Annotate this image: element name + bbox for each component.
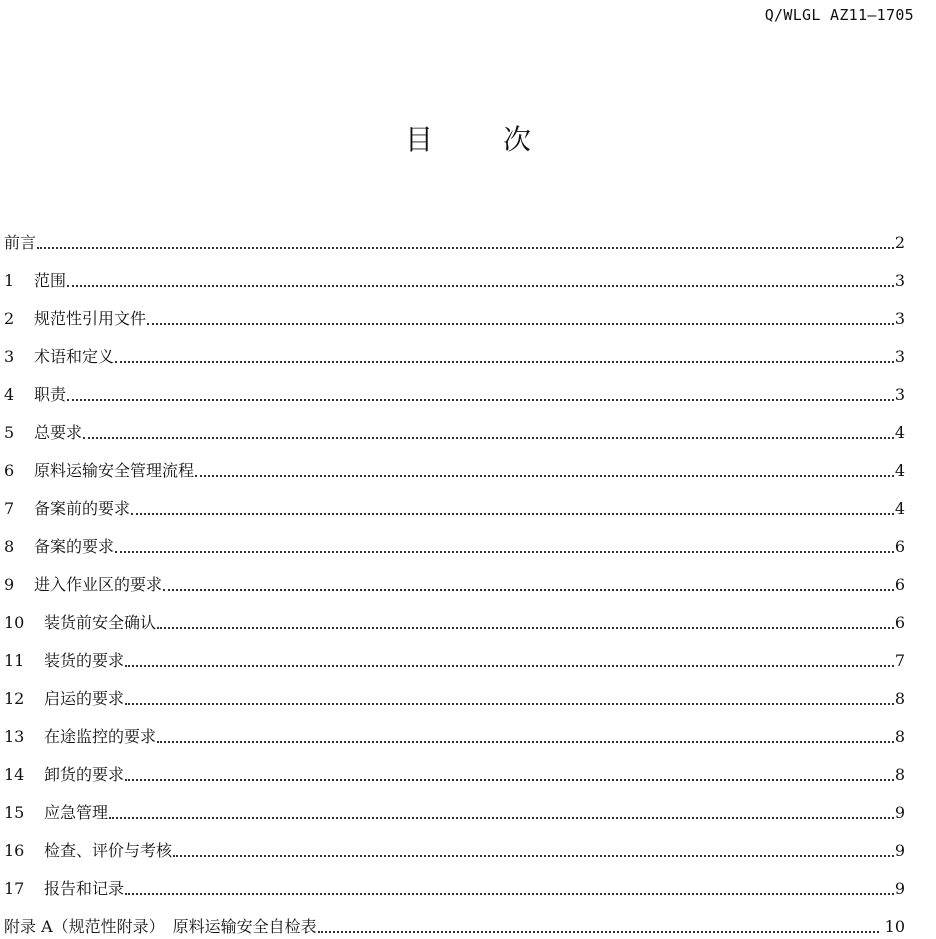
dot-leader (125, 779, 894, 781)
toc-entry-label: 术语和定义 (34, 347, 115, 366)
toc-entry-label: 应急管理 (44, 803, 109, 822)
toc-entry-label: 规范性引用文件 (34, 309, 147, 328)
title-char-2: 次 (503, 123, 532, 156)
toc-entry-page: 3 (894, 271, 905, 290)
toc-entry-label: 职责 (34, 385, 67, 404)
toc-entry-15[interactable] (4, 787, 905, 825)
toc-entry-appendix-a[interactable] (4, 901, 905, 939)
toc-entry-page: 4 (894, 499, 905, 518)
toc-entry-8[interactable] (4, 521, 905, 559)
dot-leader (37, 247, 894, 249)
toc-entry-number: 8 (4, 537, 15, 556)
toc-entry-7[interactable] (4, 483, 905, 521)
toc-entry-page: 6 (894, 613, 905, 632)
toc-entry-4[interactable] (4, 369, 905, 407)
toc-entry-label: 范围 (34, 271, 67, 290)
toc-entry-page: 8 (894, 727, 905, 746)
toc-entry-label: 前言 (4, 233, 37, 252)
dot-leader (131, 513, 894, 515)
toc-entry-12[interactable] (4, 673, 905, 711)
dot-leader (125, 665, 894, 667)
toc-entry-number: 10 (4, 613, 25, 632)
toc-entry-label: 总要求 (34, 423, 83, 442)
toc-entry-16[interactable] (4, 825, 905, 863)
toc-entry-label: 检查、评价与考核 (44, 841, 173, 860)
document-code: Q/WLGL AZ11—1705 (764, 6, 914, 24)
toc-entry-label: 备案前的要求 (34, 499, 131, 518)
toc-entry-14[interactable] (4, 749, 905, 787)
dot-leader (109, 817, 894, 819)
title-char-1: 目 (404, 123, 433, 156)
toc-entry-number: 12 (4, 689, 25, 708)
dot-leader (173, 855, 894, 857)
dot-leader (195, 475, 894, 477)
toc-entry-label: 在途监控的要求 (44, 727, 157, 746)
toc-entry-number: 16 (4, 841, 25, 860)
toc-entry-3[interactable] (4, 331, 905, 369)
toc-entry-page: 3 (894, 347, 905, 366)
toc-entry-page: 9 (894, 879, 905, 898)
toc-entry-label: 原料运输安全管理流程 (34, 461, 195, 480)
toc-entry-number: 7 (4, 499, 15, 518)
page-title (0, 118, 936, 158)
toc-entry-label: 装货前安全确认 (44, 613, 157, 632)
toc-entry-5[interactable] (4, 407, 905, 445)
toc-entry-number: 2 (4, 309, 15, 328)
toc-entry-page: 3 (894, 309, 905, 328)
toc-entry-number: 6 (4, 461, 15, 480)
toc-entry-page: 9 (894, 841, 905, 860)
dot-leader (157, 627, 894, 629)
dot-leader (163, 589, 894, 591)
dot-leader (115, 551, 894, 553)
toc-entry-9[interactable] (4, 559, 905, 597)
dot-leader (115, 361, 894, 363)
toc-entry-6[interactable] (4, 445, 905, 483)
dot-leader (67, 399, 894, 401)
toc-entry-1[interactable] (4, 255, 905, 293)
toc-entry-label: 卸货的要求 (44, 765, 125, 784)
toc-entry-11[interactable] (4, 635, 905, 673)
toc-entry-2[interactable] (4, 293, 905, 331)
toc-entry-page: 3 (894, 385, 905, 404)
toc-entry-page: 4 (894, 461, 905, 480)
toc-entry-page: 8 (894, 765, 905, 784)
toc-entry-label: 附录 A（规范性附录） 原料运输安全自检表 (4, 917, 317, 936)
toc-entry-page: 6 (894, 537, 905, 556)
toc-entry-page: 9 (894, 803, 905, 822)
dot-leader (125, 893, 894, 895)
dot-leader (318, 931, 879, 933)
toc-entry-page: 4 (894, 423, 905, 442)
toc-entry-page: 6 (894, 575, 905, 594)
dot-leader (157, 741, 894, 743)
toc-entry-label: 启运的要求 (44, 689, 125, 708)
dot-leader (147, 323, 894, 325)
toc-entry-number: 5 (4, 423, 15, 442)
toc-entry-page: 8 (894, 689, 905, 708)
toc-entry-number: 17 (4, 879, 25, 898)
toc-entry-label: 备案的要求 (34, 537, 115, 556)
toc-entry-number: 4 (4, 385, 15, 404)
toc-entry-number: 11 (4, 651, 25, 670)
toc-entry-label: 报告和记录 (44, 879, 125, 898)
toc-entry-foreword[interactable] (4, 217, 905, 255)
table-of-contents (4, 217, 905, 939)
toc-entry-10[interactable] (4, 597, 905, 635)
dot-leader (125, 703, 894, 705)
toc-entry-17[interactable] (4, 863, 905, 901)
toc-entry-number: 3 (4, 347, 15, 366)
toc-entry-number: 15 (4, 803, 25, 822)
toc-entry-page: 7 (894, 651, 905, 670)
dot-leader (67, 285, 894, 287)
toc-entry-label: 进入作业区的要求 (34, 575, 163, 594)
toc-entry-number: 13 (4, 727, 25, 746)
toc-entry-number: 14 (4, 765, 25, 784)
toc-entry-number: 1 (4, 271, 15, 290)
toc-entry-page: 2 (894, 233, 905, 252)
toc-entry-13[interactable] (4, 711, 905, 749)
toc-entry-page: 10 (884, 917, 905, 936)
toc-entry-label: 装货的要求 (44, 651, 125, 670)
dot-leader (83, 437, 894, 439)
toc-entry-number: 9 (4, 575, 15, 594)
